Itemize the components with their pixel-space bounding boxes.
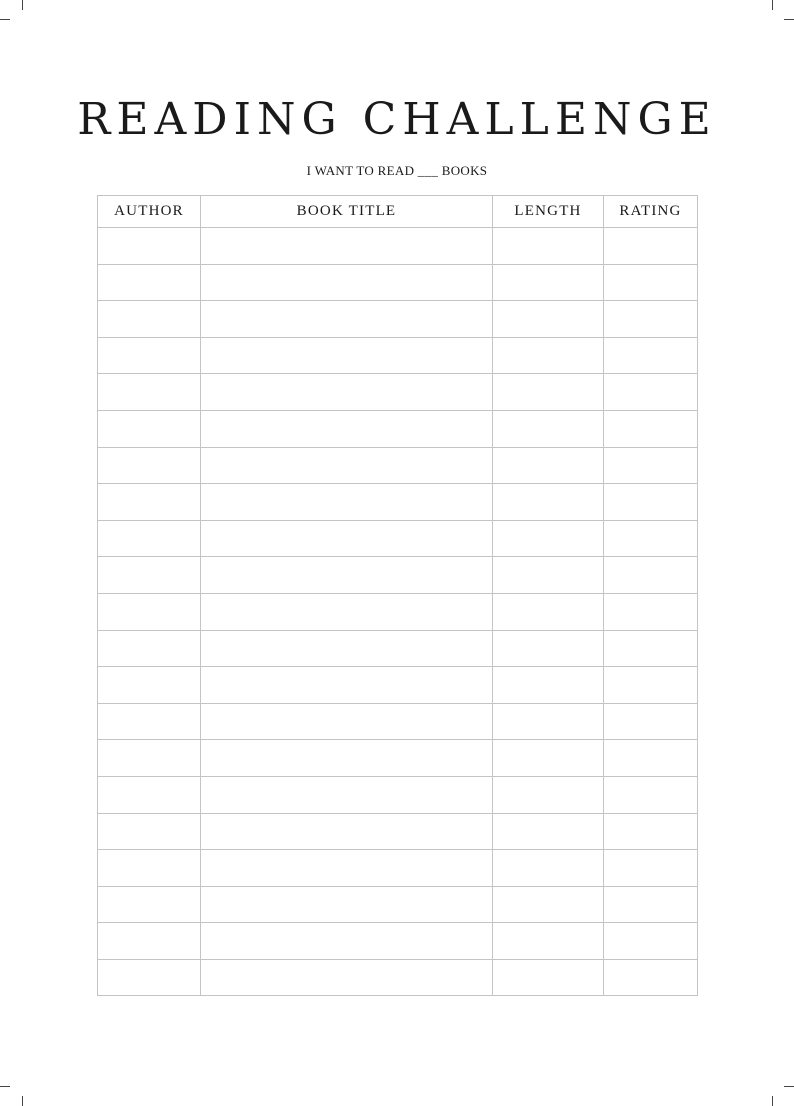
crop-mark-bottom-left-h: [0, 1086, 10, 1087]
book-title-cell[interactable]: [201, 630, 493, 667]
author-cell[interactable]: [98, 959, 201, 996]
author-cell[interactable]: [98, 228, 201, 265]
book-title-cell[interactable]: [201, 447, 493, 484]
book-title-cell[interactable]: [201, 228, 493, 265]
rating-cell[interactable]: [604, 447, 698, 484]
page-title: READING CHALLENGE: [77, 94, 717, 145]
crop-mark-top-right-v: [772, 0, 773, 10]
rating-cell[interactable]: [604, 776, 698, 813]
column-header-book-title: BOOK TITLE: [201, 196, 493, 228]
author-cell[interactable]: [98, 667, 201, 704]
table-row: [98, 850, 698, 887]
rating-cell[interactable]: [604, 667, 698, 704]
table-row: [98, 301, 698, 338]
crop-mark-top-right-h: [784, 19, 794, 20]
author-cell[interactable]: [98, 520, 201, 557]
book-title-cell[interactable]: [201, 667, 493, 704]
length-cell[interactable]: [493, 813, 604, 850]
book-title-cell[interactable]: [201, 703, 493, 740]
book-title-cell[interactable]: [201, 301, 493, 338]
table-row: [98, 959, 698, 996]
book-title-cell[interactable]: [201, 410, 493, 447]
author-cell[interactable]: [98, 264, 201, 301]
length-cell[interactable]: [493, 228, 604, 265]
length-cell[interactable]: [493, 776, 604, 813]
length-cell[interactable]: [493, 410, 604, 447]
author-cell[interactable]: [98, 557, 201, 594]
table-row: [98, 886, 698, 923]
rating-cell[interactable]: [604, 959, 698, 996]
length-cell[interactable]: [493, 667, 604, 704]
author-cell[interactable]: [98, 410, 201, 447]
book-title-cell[interactable]: [201, 923, 493, 960]
author-cell[interactable]: [98, 776, 201, 813]
crop-mark-top-left-h: [0, 19, 10, 20]
book-title-cell[interactable]: [201, 740, 493, 777]
table-row: [98, 520, 698, 557]
table-row: [98, 667, 698, 704]
rating-cell[interactable]: [604, 923, 698, 960]
table-row: [98, 484, 698, 521]
rating-cell[interactable]: [604, 374, 698, 411]
rating-cell[interactable]: [604, 813, 698, 850]
table-row: [98, 813, 698, 850]
crop-mark-bottom-right-v: [772, 1096, 773, 1106]
book-title-cell[interactable]: [201, 484, 493, 521]
length-cell[interactable]: [493, 447, 604, 484]
table-row: [98, 410, 698, 447]
author-cell[interactable]: [98, 301, 201, 338]
length-cell[interactable]: [493, 337, 604, 374]
crop-mark-bottom-left-v: [22, 1096, 23, 1106]
length-cell[interactable]: [493, 923, 604, 960]
table-row: [98, 557, 698, 594]
table-row: [98, 337, 698, 374]
table-row: [98, 228, 698, 265]
book-title-cell[interactable]: [201, 886, 493, 923]
column-header-author: AUTHOR: [98, 196, 201, 228]
length-cell[interactable]: [493, 959, 604, 996]
author-cell[interactable]: [98, 447, 201, 484]
table-row: [98, 776, 698, 813]
table-row: [98, 740, 698, 777]
book-title-cell[interactable]: [201, 264, 493, 301]
rating-cell[interactable]: [604, 264, 698, 301]
rating-cell[interactable]: [604, 301, 698, 338]
author-cell[interactable]: [98, 703, 201, 740]
length-cell[interactable]: [493, 593, 604, 630]
crop-mark-top-left-v: [22, 0, 23, 10]
rating-cell[interactable]: [604, 850, 698, 887]
length-cell[interactable]: [493, 520, 604, 557]
column-header-length: LENGTH: [493, 196, 604, 228]
table-row: [98, 447, 698, 484]
length-cell[interactable]: [493, 301, 604, 338]
author-cell[interactable]: [98, 813, 201, 850]
author-cell[interactable]: [98, 630, 201, 667]
table-row: [98, 374, 698, 411]
length-cell[interactable]: [493, 703, 604, 740]
rating-cell[interactable]: [604, 630, 698, 667]
crop-mark-bottom-right-h: [784, 1086, 794, 1087]
table-row: [98, 593, 698, 630]
rating-cell[interactable]: [604, 740, 698, 777]
length-cell[interactable]: [493, 484, 604, 521]
table-row: [98, 264, 698, 301]
reading-goal-subtitle: I WANT TO READ ___ BOOKS: [306, 163, 488, 178]
length-cell[interactable]: [493, 886, 604, 923]
book-title-cell[interactable]: [201, 813, 493, 850]
table-row: [98, 703, 698, 740]
book-title-cell[interactable]: [201, 593, 493, 630]
author-cell[interactable]: [98, 593, 201, 630]
length-cell[interactable]: [493, 850, 604, 887]
rating-cell[interactable]: [604, 886, 698, 923]
author-cell[interactable]: [98, 923, 201, 960]
length-cell[interactable]: [493, 264, 604, 301]
author-cell[interactable]: [98, 337, 201, 374]
reading-log-table: [97, 195, 698, 996]
rating-cell[interactable]: [604, 228, 698, 265]
book-title-cell[interactable]: [201, 374, 493, 411]
table-row: [98, 923, 698, 960]
rating-cell[interactable]: [604, 484, 698, 521]
length-cell[interactable]: [493, 557, 604, 594]
book-title-cell[interactable]: [201, 557, 493, 594]
rating-cell[interactable]: [604, 703, 698, 740]
author-cell[interactable]: [98, 484, 201, 521]
book-title-cell[interactable]: [201, 776, 493, 813]
table-row: [98, 630, 698, 667]
table-body: [98, 228, 698, 996]
book-title-cell[interactable]: [201, 337, 493, 374]
rating-cell[interactable]: [604, 557, 698, 594]
book-title-cell[interactable]: [201, 959, 493, 996]
rating-cell[interactable]: [604, 410, 698, 447]
author-cell[interactable]: [98, 850, 201, 887]
author-cell[interactable]: [98, 740, 201, 777]
rating-cell[interactable]: [604, 520, 698, 557]
author-cell[interactable]: [98, 886, 201, 923]
length-cell[interactable]: [493, 740, 604, 777]
column-header-rating: RATING: [604, 196, 698, 228]
book-title-cell[interactable]: [201, 850, 493, 887]
rating-cell[interactable]: [604, 593, 698, 630]
length-cell[interactable]: [493, 374, 604, 411]
length-cell[interactable]: [493, 630, 604, 667]
rating-cell[interactable]: [604, 337, 698, 374]
book-title-cell[interactable]: [201, 520, 493, 557]
table-header-row: [98, 196, 698, 228]
author-cell[interactable]: [98, 374, 201, 411]
